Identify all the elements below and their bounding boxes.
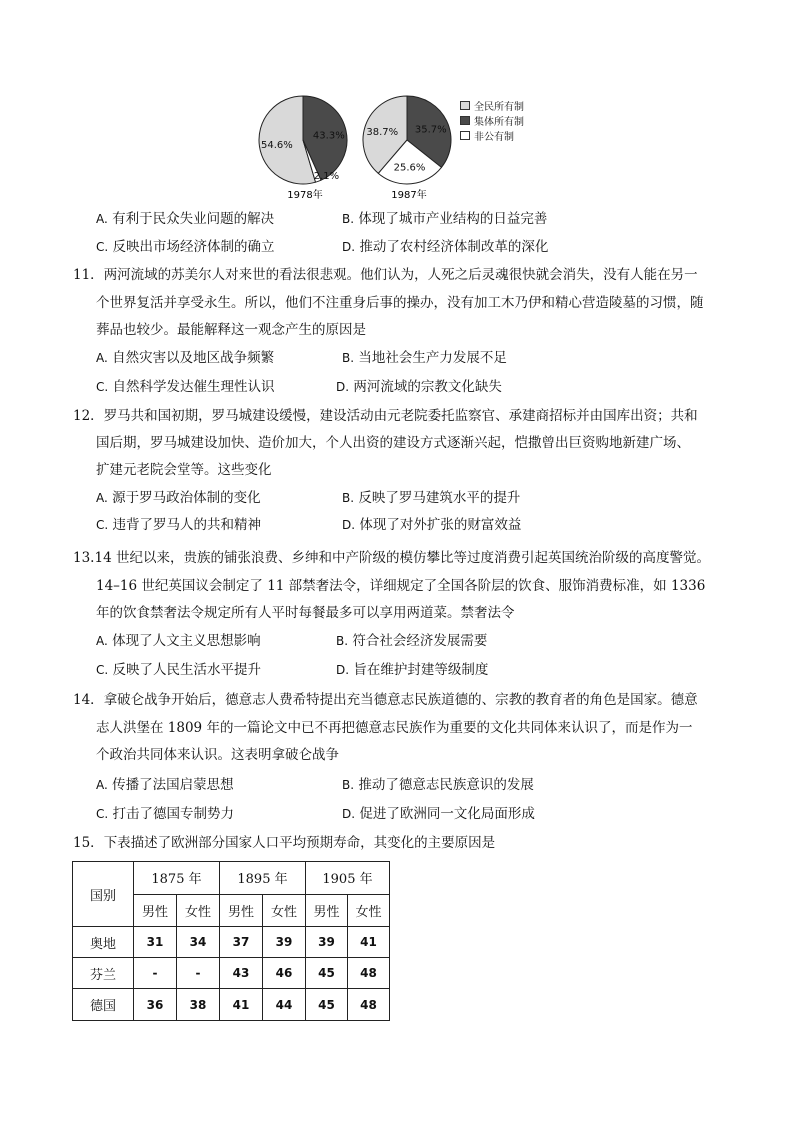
q14-stem-line-1 (73, 690, 698, 710)
q11-option-b[interactable] (342, 348, 507, 368)
q13-option-d[interactable] (336, 660, 488, 680)
q12-stem-line-3: 扩建元老院会堂等。这些变化 (96, 462, 272, 478)
legend-swatch-collective (460, 116, 470, 125)
pie-slice-label: 38.7% (366, 126, 399, 138)
option-letter: C. (96, 663, 109, 677)
q15-text: 下表描述了欧洲部分国家人口平均预期寿命，其变化的主要原因是 (103, 835, 496, 851)
q11-text-1: 两河流域的苏美尔人对来世的看法很悲观。他们认为，人死之后灵魂很快就会消失，没有人能在另一 (103, 267, 698, 283)
option-letter: D. (342, 518, 356, 532)
q14-option-b[interactable] (342, 775, 534, 795)
q11-option-d[interactable] (336, 377, 502, 397)
q11-option-b-text: 当地社会生产力发展不足 (358, 350, 507, 366)
q10-option-d[interactable] (342, 237, 548, 257)
table-cell: 45 (306, 989, 348, 1021)
pie-year-label: 1978年 (287, 190, 323, 200)
table-cell: 39 (263, 927, 306, 958)
table-row (73, 958, 390, 989)
year-header-1895: 1895 年 (220, 862, 306, 895)
pie-charts (255, 94, 455, 200)
q11-stem-line-2: 个世界复活并享受永生。所以，他们不注重身后事的操办，没有加工木乃伊和精心营造陵墓的习惯，随 (96, 295, 704, 311)
q12-option-c[interactable] (96, 515, 261, 535)
q12-stem-line-1 (73, 406, 698, 426)
q13-option-b-text: 符合社会经济发展需要 (352, 633, 488, 649)
q11-option-a-text: 自然灾害以及地区战争频繁 (112, 350, 275, 366)
q14-option-d[interactable] (342, 804, 535, 824)
q12-option-d[interactable] (342, 515, 521, 535)
option-letter: D. (336, 380, 350, 394)
q13-number: 13. (73, 550, 95, 566)
q14-text-1: 拿破仑战争开始后，德意志人费希特提出充当德意志民族道德的、宗教的教育者的角色是国家。德意 (103, 692, 698, 708)
q14-option-c-text: 打击了德国专制势力 (112, 806, 234, 822)
q12-option-c-text: 违背了罗马人的共和精神 (112, 517, 261, 533)
q11-stem-line-3: 葬品也较少。最能解释这一观念产生的原因是 (96, 322, 366, 338)
option-letter: D. (342, 807, 356, 821)
table-cell: 39 (306, 927, 348, 958)
q14-option-c[interactable] (96, 804, 234, 824)
year-header-1905: 1905 年 (306, 862, 390, 895)
option-letter: C. (96, 518, 109, 532)
sex-header: 男性 (220, 894, 263, 927)
q12-option-a-text: 源于罗马政治体制的变化 (112, 490, 261, 506)
option-letter: B. (342, 351, 355, 365)
table-cell: 41 (348, 927, 390, 958)
q14-option-a-text: 传播了法国启蒙思想 (112, 777, 234, 793)
q12-option-a[interactable] (96, 488, 261, 508)
table-cell: 48 (348, 989, 390, 1021)
table-cell: 34 (177, 927, 220, 958)
q15-number: 15． (73, 835, 104, 851)
year-header-1875: 1875 年 (134, 862, 220, 895)
q13-option-a[interactable] (96, 631, 261, 651)
table-header-years (73, 862, 390, 895)
country-cell: 芬兰 (73, 958, 134, 989)
pie-slice-label: 25.6% (393, 162, 426, 174)
legend-item-state (460, 98, 524, 113)
country-cell: 奥地 (73, 927, 134, 958)
q12-option-b[interactable] (342, 488, 520, 508)
legend-swatch-state (460, 101, 470, 110)
q13-stem-line-3: 年的饮食禁奢法令规定所有人平时每餐最多可以享用两道菜。禁奢法令 (96, 605, 515, 621)
q11-option-a[interactable] (96, 348, 274, 368)
sex-header: 女性 (263, 894, 306, 927)
legend-label-private: 非公有制 (474, 132, 514, 143)
q13-option-a-text: 体现了人文主义思想影响 (112, 633, 261, 649)
option-letter: C. (96, 380, 109, 394)
q11-stem-line-1 (73, 265, 698, 285)
sex-header: 男性 (134, 894, 177, 927)
q13-option-d-text: 旨在维护封建等级制度 (353, 662, 489, 678)
q12-text-1: 罗马共和国初期，罗马城建设缓慢，建设活动由元老院委托监察官、承建商招标并由国库出资；共和 (103, 408, 698, 424)
table-cell: - (177, 958, 220, 989)
q12-stem-line-2: 国后期，罗马城建设加快、造价加大，个人出资的建设方式逐渐兴起，恺撒曾出巨资购地新建广场、 (96, 435, 690, 451)
option-letter: B. (336, 634, 349, 648)
table-corner-header: 国别 (73, 862, 134, 927)
q11-option-d-text: 两河流域的宗教文化缺失 (353, 379, 502, 395)
legend-item-private (460, 128, 524, 143)
q10-option-b[interactable] (342, 209, 547, 229)
pie-year-label: 1987年 (391, 190, 427, 200)
pie-slice-label: 35.7% (414, 124, 447, 136)
option-letter: A. (96, 634, 108, 648)
option-letter: D. (336, 663, 350, 677)
q12-option-b-text: 反映了罗马建筑水平的提升 (358, 490, 521, 506)
q13-option-c[interactable] (96, 660, 261, 680)
table-cell: 45 (306, 958, 348, 989)
pie-slice-label: 54.6% (260, 139, 293, 151)
q14-option-d-text: 促进了欧洲同一文化局面形成 (359, 806, 535, 822)
chart-legend (460, 98, 524, 143)
sex-header: 女性 (177, 894, 220, 927)
option-letter: A. (96, 778, 108, 792)
option-letter: A. (96, 212, 108, 226)
q10-option-b-text: 体现了城市产业结构的日益完善 (358, 211, 548, 227)
q15-stem (73, 833, 495, 853)
table-cell: 38 (177, 989, 220, 1021)
table-cell: 44 (263, 989, 306, 1021)
q11-option-c[interactable] (96, 377, 275, 397)
table-row (73, 927, 390, 958)
q14-option-a[interactable] (96, 775, 234, 795)
q11-option-c-text: 自然科学发达催生理性认识 (112, 379, 275, 395)
table-cell: 41 (220, 989, 263, 1021)
option-letter: C. (96, 240, 109, 254)
table-cell: 46 (263, 958, 306, 989)
table-cell: 37 (220, 927, 263, 958)
q13-stem-line-1 (73, 548, 710, 568)
q12-option-d-text: 体现了对外扩张的财富效益 (359, 517, 522, 533)
option-letter: A. (96, 351, 108, 365)
option-letter: B. (342, 778, 355, 792)
option-letter: B. (342, 491, 355, 505)
q14-number: 14． (73, 692, 104, 708)
table-cell: 36 (134, 989, 177, 1021)
table-cell: 43 (220, 958, 263, 989)
q14-option-b-text: 推动了德意志民族意识的发展 (358, 777, 534, 793)
q14-stem-line-2: 志人洪堡在 1809 年的一篇论文中已不再把德意志民族作为重要的文化共同体来认识了，而是作为一 (96, 720, 693, 736)
q10-option-c-text: 反映出市场经济体制的确立 (112, 239, 275, 255)
option-letter: C. (96, 807, 109, 821)
life-expectancy-table (72, 861, 390, 1021)
sex-header: 男性 (306, 894, 348, 927)
table-cell: 48 (348, 958, 390, 989)
q11-number: 11． (73, 267, 104, 283)
q10-option-c[interactable] (96, 237, 275, 257)
legend-label-state: 全民所有制 (474, 102, 524, 113)
q13-text-1: 14 世纪以来，贵族的铺张浪费、乡绅和中产阶级的模仿攀比等过度消费引起英国统治阶级的高度警觉。 (94, 550, 710, 566)
legend-swatch-private (460, 131, 470, 140)
pie-chart-figure (255, 94, 555, 200)
q13-option-c-text: 反映了人民生活水平提升 (112, 662, 261, 678)
q13-stem-line-2: 14–16 世纪英国议会制定了 11 部禁奢法令，详细规定了全国各阶层的饮食、服饰消费标准，如 1336 (96, 578, 706, 594)
legend-item-collective (460, 113, 524, 128)
q10-option-a-text: 有利于民众失业问题的解决 (112, 211, 275, 227)
option-letter: B. (342, 212, 355, 226)
sex-header: 女性 (348, 894, 390, 927)
table-row (73, 989, 390, 1021)
option-letter: A. (96, 491, 108, 505)
pie-slice-label: 43.3% (312, 130, 345, 142)
country-cell: 德国 (73, 989, 134, 1021)
q14-stem-line-3: 个政治共同体来认识。这表明拿破仑战争 (96, 747, 339, 763)
legend-label-collective: 集体所有制 (474, 117, 524, 128)
q10-option-a[interactable] (96, 209, 274, 229)
pie-slice-label: 2.1% (313, 170, 340, 182)
q13-option-b[interactable] (336, 631, 487, 651)
q10-option-d-text: 推动了农村经济体制改革的深化 (359, 239, 549, 255)
table-cell: 31 (134, 927, 177, 958)
option-letter: D. (342, 240, 356, 254)
table-cell: - (134, 958, 177, 989)
q12-number: 12． (73, 408, 104, 424)
